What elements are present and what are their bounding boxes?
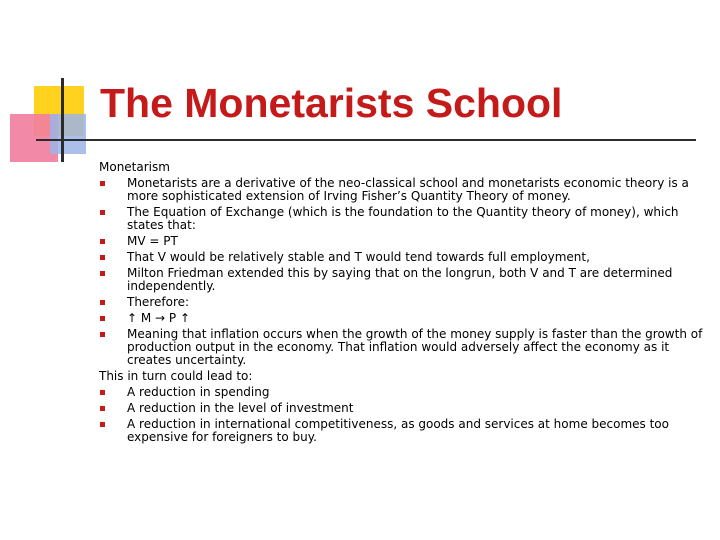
square-bullet-icon bbox=[100, 255, 105, 260]
decorative-vertical-line bbox=[61, 78, 64, 162]
decorative-blue-square bbox=[50, 114, 86, 154]
square-bullet-icon bbox=[100, 271, 105, 276]
square-bullet-icon bbox=[100, 316, 105, 321]
list-item-text: Meaning that inflation occurs when the growth of the money supply is faster than the growth of production output in the economy. That inflation would adversely affect the economy as it creates uncertainty. bbox=[127, 327, 703, 367]
list-item-text: A reduction in spending bbox=[127, 385, 270, 399]
list-item bbox=[99, 312, 704, 325]
list-item bbox=[99, 235, 704, 248]
list-item-text: ↑ M → P ↑ bbox=[127, 311, 191, 325]
list-item bbox=[99, 386, 704, 399]
list-item bbox=[99, 267, 704, 293]
consequences-bullet-list bbox=[99, 386, 704, 444]
list-item bbox=[99, 418, 704, 444]
list-item bbox=[99, 251, 704, 264]
monetarism-bullet-list bbox=[99, 177, 704, 367]
square-bullet-icon bbox=[100, 422, 105, 427]
section-heading-monetarism: Monetarism bbox=[99, 160, 170, 174]
list-item-text: That V would be relatively stable and T would tend towards full employment, bbox=[127, 250, 590, 264]
list-item-text: Therefore: bbox=[127, 295, 190, 309]
square-bullet-icon bbox=[100, 390, 105, 395]
slide-title: The Monetarists School bbox=[100, 80, 563, 126]
list-item-text: Milton Friedman extended this by saying that on the longrun, both V and T are determined independently. bbox=[127, 266, 673, 293]
list-item bbox=[99, 177, 704, 203]
slide-body bbox=[99, 161, 704, 447]
list-item-text: A reduction in the level of investment bbox=[127, 401, 354, 415]
square-bullet-icon bbox=[100, 406, 105, 411]
section-heading-consequences: This in turn could lead to: bbox=[99, 369, 253, 383]
list-item bbox=[99, 206, 704, 232]
list-item-text: MV = PT bbox=[127, 234, 178, 248]
list-item bbox=[99, 402, 704, 415]
list-item bbox=[99, 328, 704, 367]
list-item-text: The Equation of Exchange (which is the foundation to the Quantity theory of money), which states that: bbox=[127, 205, 679, 232]
square-bullet-icon bbox=[100, 300, 105, 305]
square-bullet-icon bbox=[100, 210, 105, 215]
square-bullet-icon bbox=[100, 181, 105, 186]
list-item bbox=[99, 296, 704, 309]
list-item-text: Monetarists are a derivative of the neo-classical school and monetarists economic theory is a more sophisticated extension of Irving Fisher’s Quantity Theory of money. bbox=[127, 176, 689, 203]
list-item-text: A reduction in international competitiveness, as goods and services at home becomes too expensive for foreigners to buy. bbox=[127, 417, 669, 444]
title-underline bbox=[36, 139, 696, 141]
square-bullet-icon bbox=[100, 332, 105, 337]
square-bullet-icon bbox=[100, 239, 105, 244]
